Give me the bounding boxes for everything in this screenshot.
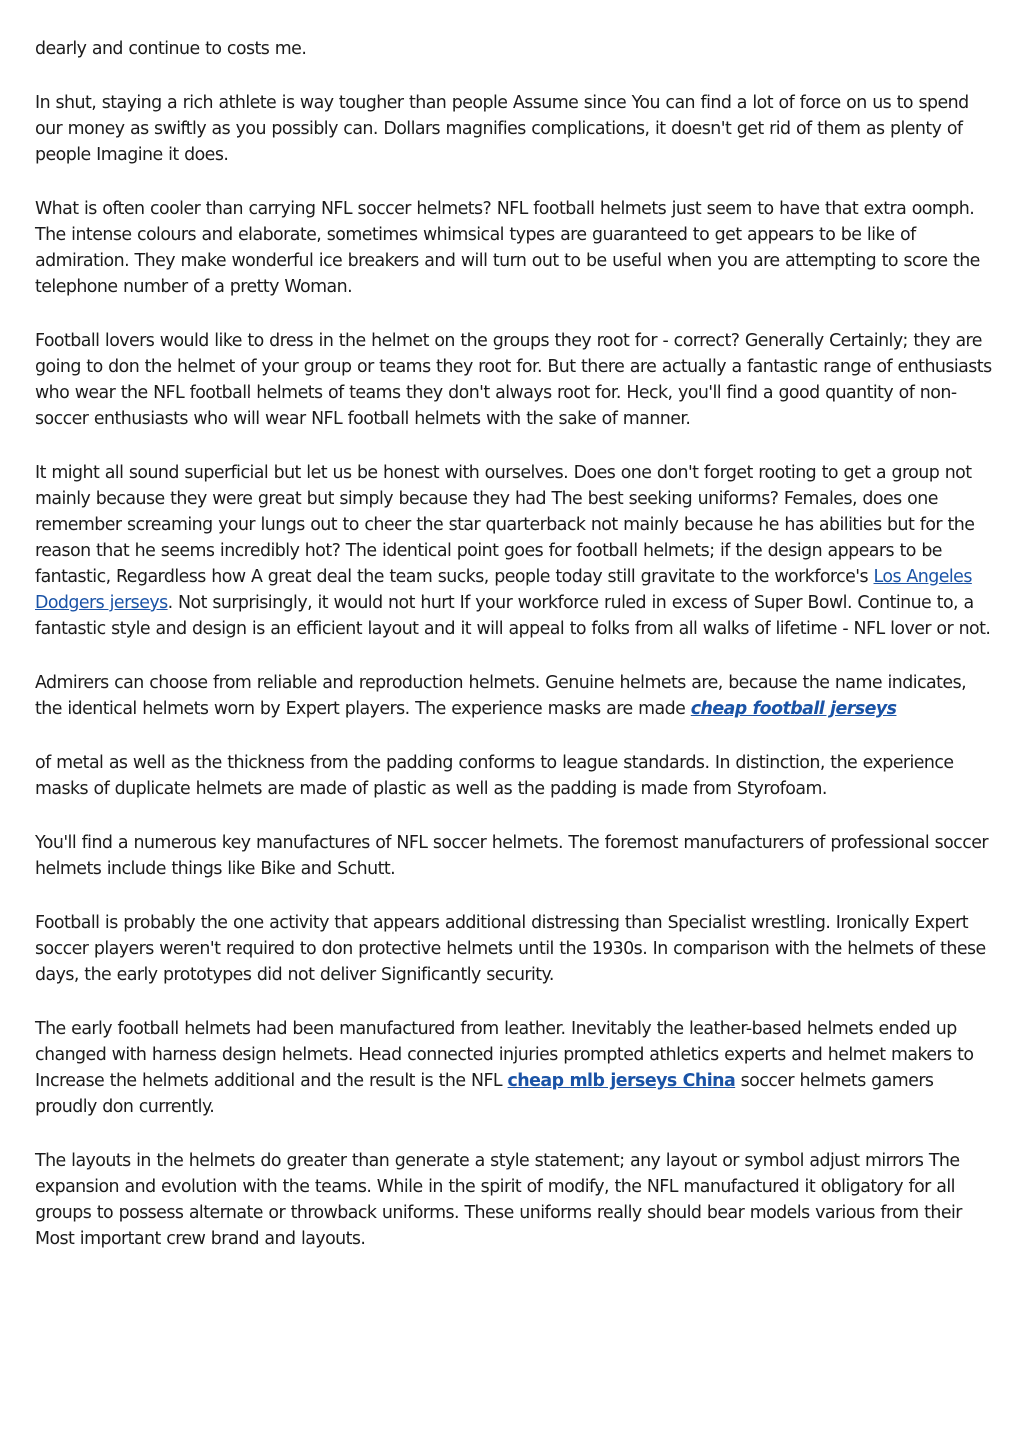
paragraph-5-text-after: . Not surprisingly, it would not hurt If your workforce ruled in excess of Super Bowl. Continue to, a fantastic style and design is an efficient layout and it will appeal to folks from all walks of lifetime - NFL lover or not. [35,593,991,639]
paragraph-3: What is often cooler than carrying NFL soccer helmets? NFL football helmets just seem to have that extra oomph. The intense colours and elaborate, sometimes whimsical types are guaranteed to get appears to be like of admiration. They make wonderful ice breakers and will turn out to be useful when you are attempting to score the telephone number of a pretty Woman. [35,199,980,297]
paragraph-2: In shut, staying a rich athlete is way tougher than people Assume since You can find a lot of force on us to spend our money as swiftly as you possibly can. Dollars magnifies complications, it doesn't get rid of them as plenty of people Imagine it does. [35,93,969,165]
paragraph-5 [35,460,995,642]
paragraph-7: of metal as well as the thickness from the padding conforms to league standards. In distinction, the experience masks of duplicate helmets are made of plastic as well as the padding is made from Styrofoam. [35,753,954,799]
los-angeles-dodgers-jerseys-link[interactable]: Los Angeles Dodgers jerseys [35,567,972,613]
cheap-mlb-jerseys-china-link[interactable]: cheap mlb jerseys China [507,1071,736,1091]
paragraph-6 [35,670,995,722]
paragraph-11: The layouts in the helmets do greater than generate a style statement; any layout or symbol adjust mirrors The expansion and evolution with the teams. While in the spirit of modify, the NFL manufactured it obligatory for all groups to possess alternate or throwback uniforms. These uniforms really should bear models various from their Most important crew brand and layouts. [35,1151,962,1249]
paragraph-5-text-before: It might all sound superficial but let us be honest with ourselves. Does one don't forget rooting to get a group not mainly because they were great but simply because they had The best seeking uniforms? Females, does one remember screaming your lungs out to cheer the star quarterback not mainly because he has abilities but for the reason that he seems incredibly hot? The identical point goes for football helmets; if the design appears to be fantastic, Regardless how A great deal the team sucks, people today still gravitate to the workforce's [35,463,975,587]
paragraph-1: dearly and continue to costs me. [35,39,307,59]
paragraph-10-text-after: soccer helmets gamers proudly don currently. [35,1071,934,1117]
article-body [35,36,995,1280]
paragraph-8: You'll find a numerous key manufactures of NFL soccer helmets. The foremost manufacturers of professional soccer helmets include things like Bike and Schutt. [35,833,988,879]
paragraph-9: Football is probably the one activity that appears additional distressing than Specialist wrestling. Ironically Expert soccer players weren't required to don protective helmets until the 1930s. In comparison with the helmets of these days, the early prototypes did not deliver Significantly security. [35,913,986,985]
paragraph-10-text-before: The early football helmets had been manufactured from leather. Inevitably the leather-based helmets ended up changed with harness design helmets. Head connected injuries prompted athletics experts and helmet makers to Increase the helmets additional and the result is the NFL [35,1019,974,1091]
paragraph-4: Football lovers would like to dress in the helmet on the groups they root for - correct? Generally Certainly; they are going to don the helmet of your group or teams they root for. But there are actually a fantastic range of enthusiasts who wear the NFL football helmets of teams they don't always root for. Heck, you'll find a good quantity of non-soccer enthusiasts who will wear NFL football helmets with the sake of manner. [35,331,992,429]
paragraph-10 [35,1016,995,1120]
cheap-football-jerseys-link[interactable]: cheap football jerseys [690,699,897,719]
paragraph-6-text: Admirers can choose from reliable and reproduction helmets. Genuine helmets are, because the name indicates, the identical helmets worn by Expert players. The experience masks are made [35,673,967,719]
